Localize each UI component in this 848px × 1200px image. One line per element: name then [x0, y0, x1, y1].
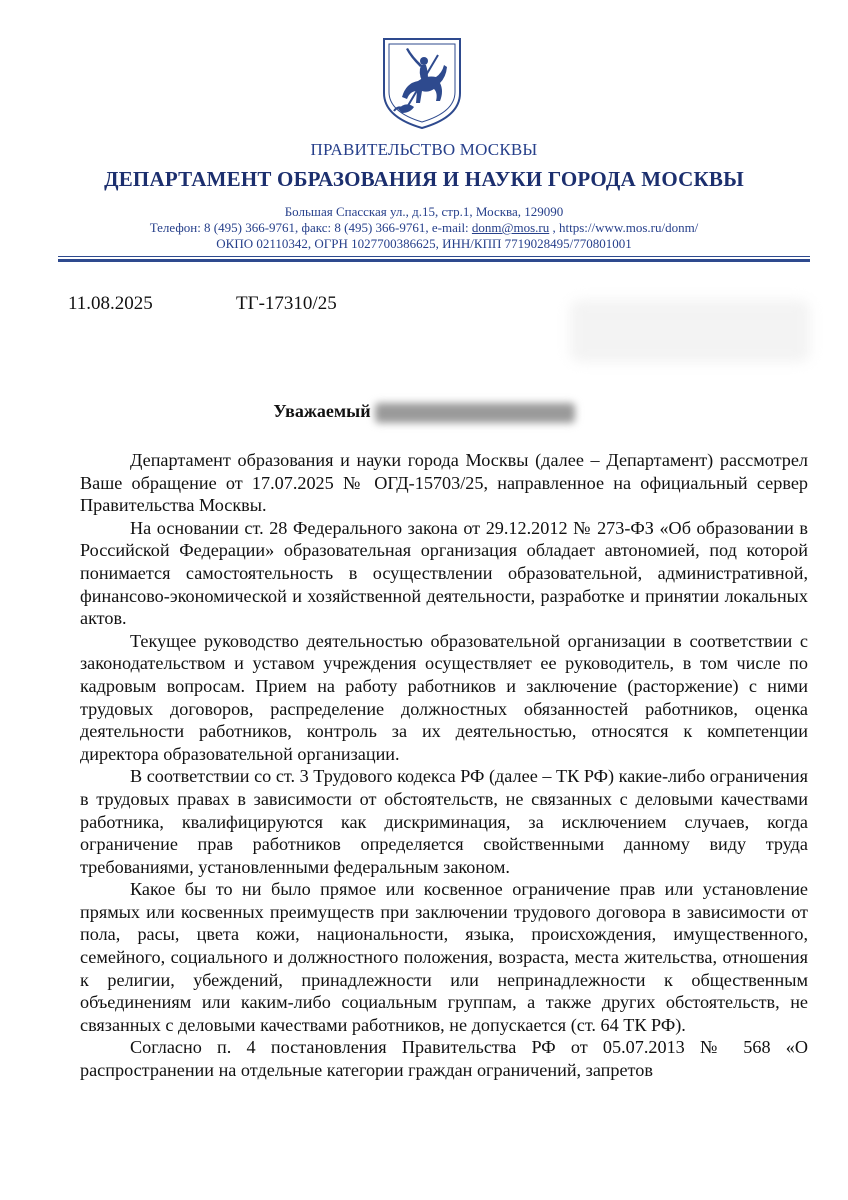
letterhead-divider-thick: [58, 259, 810, 262]
body-paragraph: На основании ст. 28 Федерального закона от 29.12.2012 № 273-ФЗ «Об образовании в Российской Федерации» образовательная организация обладает автономией, под которой понимается самостоятельность в осуществлении образовательной, административной, финансово-экономической и хозяйственной деятельности, разработке и принятии локальных актов.: [80, 517, 808, 629]
department-address: Большая Спасская ул., д.15, стр.1, Москва, 129090: [284, 204, 564, 219]
body-paragraph: Департамент образования и науки города Москвы (далее – Департамент) рассмотрел Ваше обращение от 17.07.2025 № ОГД-15703/25, направленное на официальный сервер Правительства Москвы.: [80, 450, 808, 516]
body-paragraph: Какое бы то ни было прямое или косвенное ограничение прав или установление прямых или косвенных преимуществ при заключении трудового договора в зависимости от пола, расы, цвета кожи, национальности, языка, происхождения, имущественного, семейного, социального и должностного положения, возраста, места жительства, отношения к религии, убеждений, принадлежности или непринадлежности к общественным объединениям или каким-либо социальным группам, а также других обстоятельств, не связанных с деловыми качествами работников, не допускается (ст. 64 ТК РФ).: [80, 879, 808, 1035]
greeting: [0, 401, 848, 423]
body-paragraph: Текущее руководство деятельностью образовательной организации в соответствии с законодательством и уставом учреждения осуществляет ее руководитель, в том числе по кадровым вопросам. Прием на работу работников и заключение (расторжение) с ними трудовых договоров, распределение должностных обязанностей работников, оценка деятельности работников, контроль за их деятельностью, относятся к компетенции директора образовательной организации.: [80, 630, 808, 764]
redacted-recipient-block: [570, 300, 810, 362]
contacts-prefix: Телефон: 8 (495) 366-9761, факс: 8 (495) 366-9761, e-mail:: [149, 220, 472, 235]
government-heading: ПРАВИТЕЛЬСТВО МОСКВЫ: [310, 140, 538, 159]
body-paragraph: Согласно п. 4 постановления Правительства РФ от 05.07.2013 № 568 «О распространении на отдельные категории граждан ограничений, запретов: [80, 1037, 808, 1081]
greeting-prefix: Уважаемый: [273, 401, 371, 421]
document-date: 11.08.2025: [68, 293, 153, 314]
moscow-coat-of-arms-icon: [380, 35, 464, 131]
document-number: ТГ-17310/25: [236, 293, 337, 314]
letter-body: [80, 449, 808, 1082]
contacts-website[interactable]: , https://www.mos.ru/donm/: [549, 220, 699, 235]
department-contacts: [0, 220, 848, 236]
body-paragraph: В соответствии со ст. 3 Трудового кодекса РФ (далее – ТК РФ) какие-либо ограничения в трудовых правах в зависимости от обстоятельств, не связанных с деловыми качествами работника, квалифицируются как дискриминация, за исключением случаев, когда ограничение прав работников определяется свойственными данному виду труда требованиями, установленными федеральным законом.: [80, 766, 808, 877]
email-link[interactable]: donm@mos.ru: [471, 220, 550, 235]
department-heading: ДЕПАРТАМЕНТ ОБРАЗОВАНИЯ И НАУКИ ГОРОДА МОСКВЫ: [104, 167, 744, 191]
redacted-recipient-name: [375, 403, 575, 423]
department-registry: ОКПО 02110342, ОГРН 1027700386625, ИНН/КПП 7719028495/770801001: [216, 236, 632, 251]
letterhead-divider-thin: [58, 256, 810, 257]
